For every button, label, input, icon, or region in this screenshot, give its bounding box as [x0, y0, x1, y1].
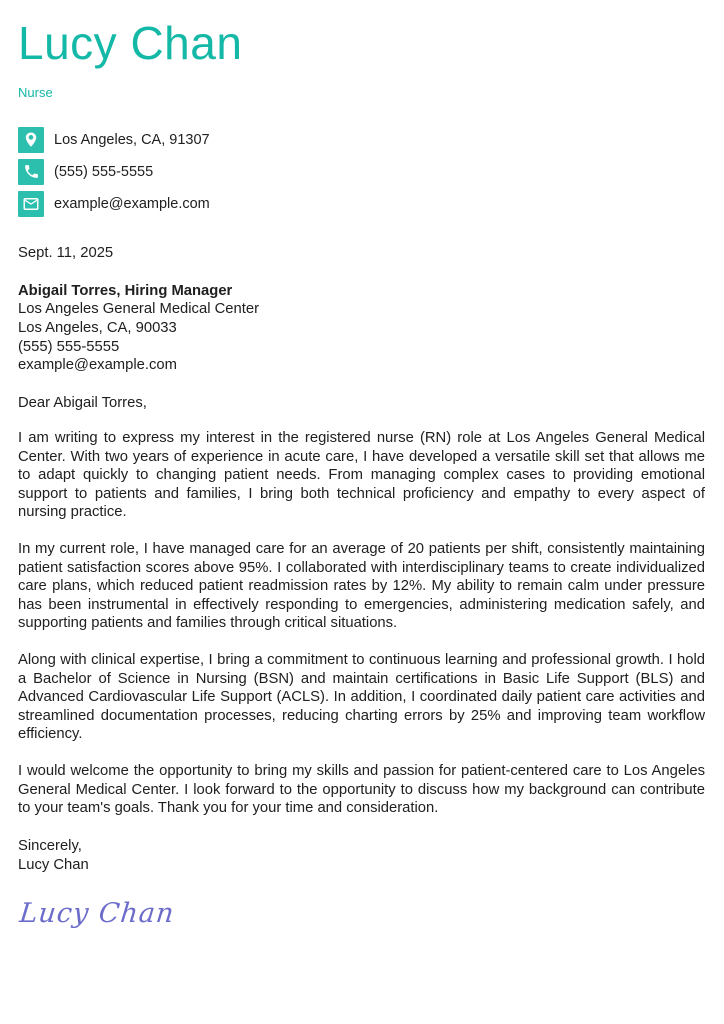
salutation: Dear Abigail Torres, — [18, 395, 147, 412]
handwritten-signature: Lucy Chan — [18, 898, 177, 930]
contact-list — [18, 127, 705, 217]
closing-block — [18, 837, 705, 874]
recipient-email: example@example.com — [18, 357, 177, 374]
contact-row-phone — [18, 159, 705, 185]
phone-icon — [18, 159, 44, 185]
recipient-company: Los Angeles General Medical Center — [18, 301, 259, 318]
recipient-block — [18, 282, 705, 376]
closing-word: Sincerely, — [18, 837, 82, 854]
recipient-address: Los Angeles, CA, 90033 — [18, 320, 177, 336]
body-paragraph-3: Along with clinical expertise, I bring a commitment to continuous learning and professional growth. I hold a Bachelor of Science in Nursing (BSN) and maintain certifications in Basic Life Support (BLS) and Advanced Cardiovascular Life Support (ACLS). In addition, I coordinated daily patient care activities and streamlined documentation processes, reducing charting errors by 25% and improving team workflow efficiency. — [18, 652, 705, 743]
envelope-icon — [18, 191, 44, 217]
contact-email-text: example@example.com — [54, 195, 210, 212]
body-paragraph-2: In my current role, I have managed care for an average of 20 patients per shift, consistently maintaining patient satisfaction scores above 95%. I collaborated with interdisciplinary teams to create individualized care plans, which reduced patient readmission rates by 12%. My ability to remain calm under pressure has been instrumental in effectively responding to emergencies, administering medication safely, and supporting patients and families through critical situations. — [18, 541, 705, 632]
location-pin-icon — [18, 127, 44, 153]
letter-date: Sept. 11, 2025 — [18, 244, 114, 261]
recipient-phone: (555) 555-5555 — [18, 338, 120, 355]
contact-row-location — [18, 127, 705, 153]
recipient-name: Abigail Torres, Hiring Manager — [18, 282, 233, 299]
contact-row-email — [18, 191, 705, 217]
job-title: Nurse — [18, 84, 53, 100]
signoff-name: Lucy Chan — [18, 856, 89, 873]
body-paragraph-4: I would welcome the opportunity to bring my skills and passion for patient-centered care to Los Angeles General Medical Center. I look forward to the opportunity to discuss how my background can contribute to your team's goals. Thank you for your time and consideration. — [18, 763, 705, 817]
body-paragraph-1: I am writing to express my interest in the registered nurse (RN) role at Los Angeles General Medical Center. With two years of experience in acute care, I have developed a versatile skill set that allows me to adapt quickly to changing patient needs. From managing complex cases to providing emotional support to patients and families, I bring both technical proficiency and empathy to every aspect of nursing practice. — [18, 430, 705, 521]
contact-phone-text: (555) 555-5555 — [54, 163, 154, 180]
page-title: Lucy Chan — [18, 17, 243, 69]
contact-location-text: Los Angeles, CA, 91307 — [54, 131, 210, 148]
